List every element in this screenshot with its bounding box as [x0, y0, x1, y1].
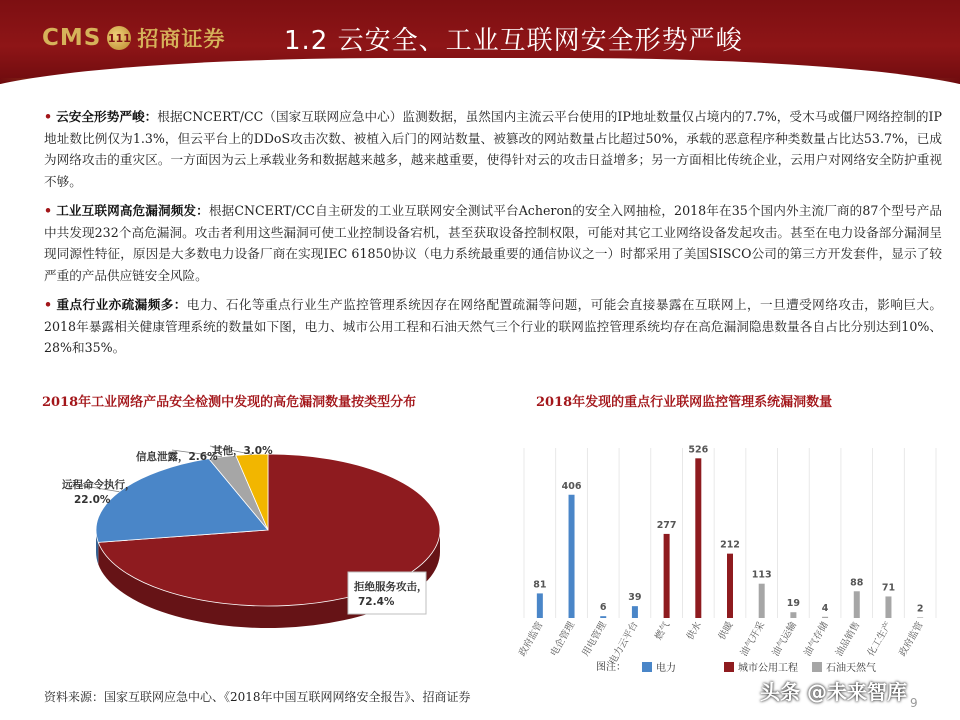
pie-chart-title: 2018年工业网络产品安全检测中发现的高危漏洞数量按类型分布 [42, 395, 417, 410]
bar-legend-swatch [642, 662, 652, 672]
bar-9 [822, 617, 828, 618]
logo-cms-text: CMS [42, 25, 102, 51]
bar-category-label: 油品销售 [833, 620, 863, 659]
bar-category-label: 油气运输 [770, 620, 799, 659]
bar-value-label: 71 [881, 582, 896, 594]
header-white-arc [0, 58, 960, 84]
bar-value-label: 39 [628, 592, 642, 604]
bar-value-label: 2 [916, 603, 924, 615]
pie-label-name: 拒绝服务攻击， [354, 581, 428, 593]
bar-chart-body [516, 444, 936, 674]
bar-value-label: 212 [720, 539, 740, 551]
bar-legend [596, 661, 876, 674]
bar-legend-prefix: 图注： [596, 662, 626, 673]
bar-11 [885, 596, 891, 618]
bar-0 [537, 593, 543, 618]
bar-category-label: 油气存储 [802, 620, 831, 659]
watermark: 头条 @未来智库 [760, 680, 907, 704]
bar-category-label: 用电管理 [580, 620, 609, 659]
pie-chart-body [62, 444, 440, 628]
bullet-list [44, 106, 942, 367]
bar-category-label: 供水 [684, 620, 704, 642]
bar-value-label: 4 [821, 602, 829, 614]
slide-title: 1.2 云安全、工业互联网安全形势严峻 [284, 26, 743, 56]
bar-5 [695, 458, 701, 618]
bar-category-label: 政府监管 [516, 620, 546, 659]
pie-label-name: 信息泄露，2.6% [136, 451, 218, 463]
bar-3 [632, 606, 638, 618]
bar-8 [790, 612, 796, 618]
bar-value-label: 19 [786, 598, 801, 610]
bar-category-label: 政府监管 [897, 620, 926, 659]
source-note: 资料来源：国家互联网应急中心、《2018年中国互联网网络安全报告》、招商证券 [44, 690, 471, 704]
bullet-dot-icon: • [44, 297, 53, 312]
bullet-head: 云安全形势严峻： [56, 109, 158, 124]
pie-label-pct: 72.4% [358, 596, 395, 608]
bar-1 [569, 495, 575, 618]
bar-value-label: 88 [850, 577, 864, 589]
pie-chart [40, 418, 490, 658]
bar-value-label: 81 [533, 579, 547, 591]
bullet-head: 重点行业亦疏漏频多： [56, 297, 187, 312]
bar-category-label: 电力云平台 [607, 620, 641, 667]
bar-value-label: 6 [599, 602, 607, 614]
bullet-key-industry [44, 294, 942, 359]
bar-chart [512, 418, 948, 682]
bar-value-label: 406 [561, 480, 582, 492]
bar-legend-swatch [724, 662, 734, 672]
header-banner [0, 0, 960, 84]
bar-value-label: 526 [688, 444, 709, 456]
bar-legend-label: 石油天然气 [826, 663, 876, 674]
bar-category-label: 供暖 [716, 620, 736, 642]
bar-category-label: 燃气 [653, 620, 673, 642]
pie-label-2 [136, 450, 222, 463]
bar-category-label: 油气开采 [738, 620, 768, 659]
bar-12 [917, 617, 923, 618]
bar-category-label: 化工生产 [865, 620, 895, 659]
pie-label-3 [210, 444, 273, 457]
cms-logo [42, 22, 225, 54]
bar-legend-label: 城市公用工程 [738, 663, 798, 674]
bar-chart-title: 2018年发现的重点行业联网监控管理系统漏洞数量 [536, 395, 833, 410]
bullet-industrial-vuln [44, 200, 942, 286]
bar-7 [759, 584, 765, 618]
bar-legend-label: 电力 [656, 663, 676, 674]
bullet-head: 工业互联网高危漏洞频发： [56, 203, 209, 218]
bullet-dot-icon: • [44, 109, 53, 124]
logo-cn-text: 招商证券 [137, 26, 226, 51]
pie-label-pct: 22.0% [74, 494, 111, 506]
bar-2 [600, 616, 606, 618]
bar-category-label: 电企管理 [548, 620, 578, 659]
bar-4 [664, 534, 670, 618]
logo-emblem-icon: 111 [107, 26, 131, 50]
bar-value-label: 113 [751, 569, 772, 581]
bullet-cloud-security [44, 106, 942, 192]
pie-label-name: 远程命令执行， [62, 479, 136, 491]
bar-10 [854, 591, 860, 618]
bar-legend-swatch [812, 662, 822, 672]
bullet-text: 根据CNCERT/CC（国家互联网应急中心）监测数据，虽然国内主流云平台使用的IP地址数量仅占境内的7.7%，受木马或僵尸网络控制的IP地址数比例仅为1.3%，但云平台上的DDoS攻击次数、被植入后门的网站数量、被篡改的网站数量占比超过50%，承载的恶意程序种类数量占比达53.7%，已成为网络攻击的重灾区。一方面因为云上承载业务和数据越来越多，越来越重要，使得针对云的攻击日益增多；另一方面相比传统企业，云用户对网络安全防护重视不够。 [44, 109, 942, 189]
pie-label-name: 其他，3.0% [212, 445, 273, 457]
bar-6 [727, 554, 733, 618]
bullet-text: 电力、石化等重点行业生产监控管理系统因存在网络配置疏漏等问题，可能会直接暴露在互联网上，一旦遭受网络攻击，影响巨大。2018年暴露相关健康管理系统的数量如下图，电力、城市公用工程和石油天然气三个行业的联网监控管理系统均存在高危漏洞隐患数量各自占比分别达到10%、28%和35%。 [44, 297, 943, 355]
pie-label-0 [348, 572, 428, 614]
bullet-dot-icon: • [44, 203, 53, 218]
page-number: 9 [910, 696, 918, 710]
bullet-text: 根据CNCERT/CC自主研发的工业互联网安全测试平台Acheron的安全入网抽检，2018年在35个国内外主流厂商的87个型号产品中共发现232个高危漏洞。攻击者利用这些漏洞可使工业控制设备宕机，甚至获取设备控制权限，可能对其它工业网络设备发起攻击。甚至在电力设备部分漏洞呈现同源性特征，原因是大多数电力设备厂商在实现IEC 61850协议（电力系统最重要的通信协议之一）时都采用了美国SISCO公司的第三方开发套件，显示了较严重的产品供应链安全风险。 [44, 203, 943, 283]
bar-value-label: 277 [656, 519, 677, 531]
